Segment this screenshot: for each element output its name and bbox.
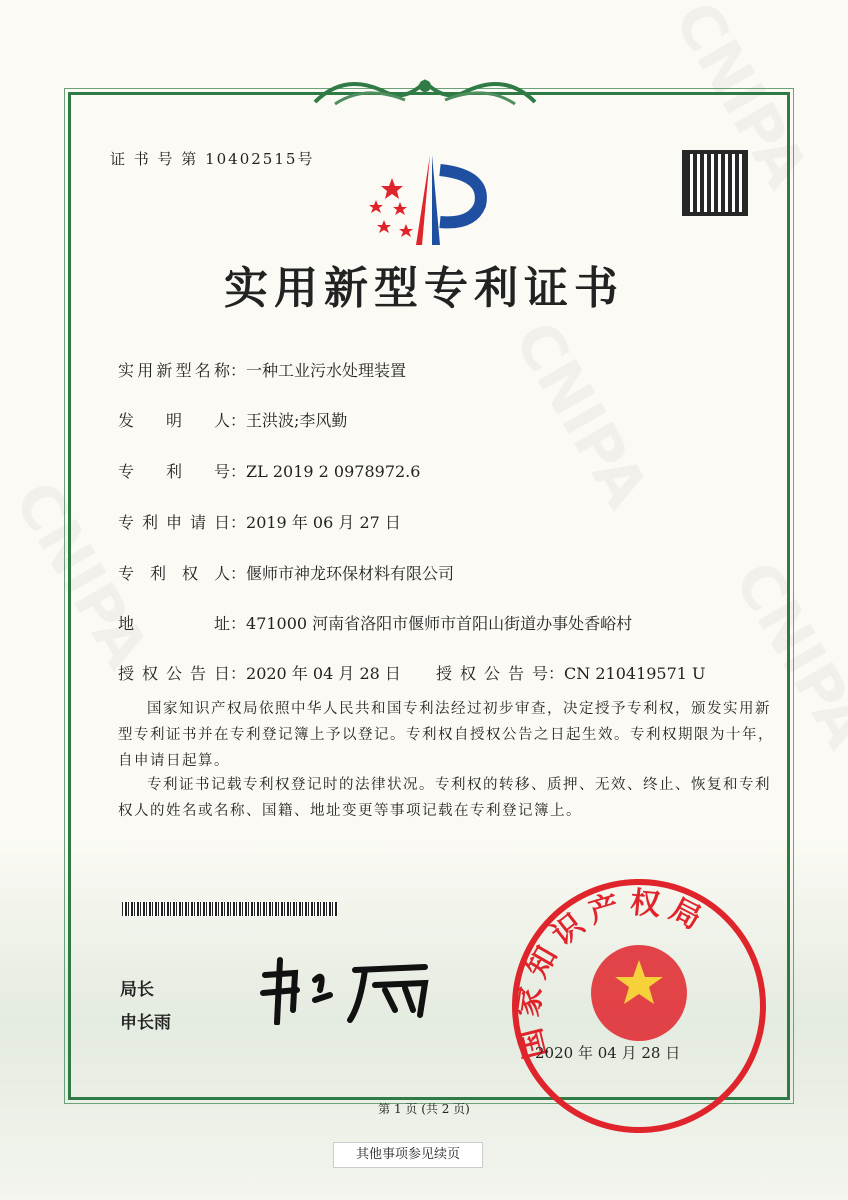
field-label: 地址 xyxy=(118,614,230,633)
field-value: 偃师市神龙环保材料有限公司 xyxy=(246,564,455,583)
number-label: 证 书 号 第 xyxy=(110,150,199,168)
signer-title: 局长 xyxy=(120,980,154,1000)
page-info: 第 1 页 (共 2 页) xyxy=(378,1102,470,1116)
field-patent-no: 专利号：ZL 2019 2 0978972.6 xyxy=(118,459,420,482)
field-label: 专利申请日 xyxy=(118,513,230,532)
field-label: 实用新型名称 xyxy=(118,361,230,380)
official-seal-icon xyxy=(508,875,770,1137)
field-patentee: 专利权人：偃师市神龙环保材料有限公司 xyxy=(118,561,454,584)
signature-icon xyxy=(255,955,445,1025)
field-value: ZL 2019 2 0978972.6 xyxy=(246,462,421,481)
field-label: 专利号 xyxy=(118,462,230,481)
field-value: 471000 河南省洛阳市偃师市首阳山街道办事处香峪村 xyxy=(246,614,633,633)
field-value: 2020 年 04 月 28 日 xyxy=(246,664,401,683)
number-value: 10402515 xyxy=(205,150,298,168)
certificate-title: 实用新型专利证书 xyxy=(224,263,624,314)
field-value: 一种工业污水处理装置 xyxy=(246,361,407,380)
cnipa-logo-icon xyxy=(362,150,492,250)
seal-text: 国家知识产权局 xyxy=(510,885,714,1063)
qr-code-icon xyxy=(682,150,748,216)
field-value: CN 210419571 U xyxy=(564,664,706,683)
barcode-icon xyxy=(122,902,338,916)
field-label: 授权公告日 xyxy=(118,664,230,683)
signer-name: 申长雨 xyxy=(120,1013,171,1033)
field-address: 地址：471000 河南省洛阳市偃师市首阳山街道办事处香峪村 xyxy=(118,611,632,634)
ornament-icon xyxy=(305,72,545,112)
statement-paragraph: 专利证书记载专利权登记时的法律状况。专利权的转移、质押、无效、终止、恢复和专利权人的姓名或名称、国籍、地址变更等事项记载在专利登记簿上。 xyxy=(118,777,771,819)
field-inventor: 发明人：王洪波;李风勤 xyxy=(118,408,347,431)
field-grant-date: 授权公告日：2020 年 04 月 28 日 xyxy=(118,661,401,684)
field-label: 授权公告号 xyxy=(436,664,548,683)
field-filing-date: 专利申请日：2019 年 06 月 27 日 xyxy=(118,510,401,533)
field-label: 发明人 xyxy=(118,411,230,430)
footer-note: 其他事项参见续页 xyxy=(333,1142,483,1168)
number-suffix: 号 xyxy=(297,150,315,168)
statement-paragraph: 国家知识产权局依照中华人民共和国专利法经过初步审查，决定授予专利权，颁发实用新型专利证书并在专利登记簿上予以登记。专利权自授权公告之日起生效。专利权期限为十年，自申请日起算。 xyxy=(118,701,774,769)
certificate-number xyxy=(110,148,314,169)
field-announce-no: 授权公告号：CN 210419571 U xyxy=(436,661,706,684)
field-value: 王洪波;李风勤 xyxy=(246,411,348,430)
field-value: 2019 年 06 月 27 日 xyxy=(246,513,401,532)
field-name: 实用新型名称：一种工业污水处理装置 xyxy=(118,358,406,381)
seal-date: 2020 年 04 月 28 日 xyxy=(535,1044,681,1062)
field-label: 专利权人 xyxy=(118,564,230,583)
